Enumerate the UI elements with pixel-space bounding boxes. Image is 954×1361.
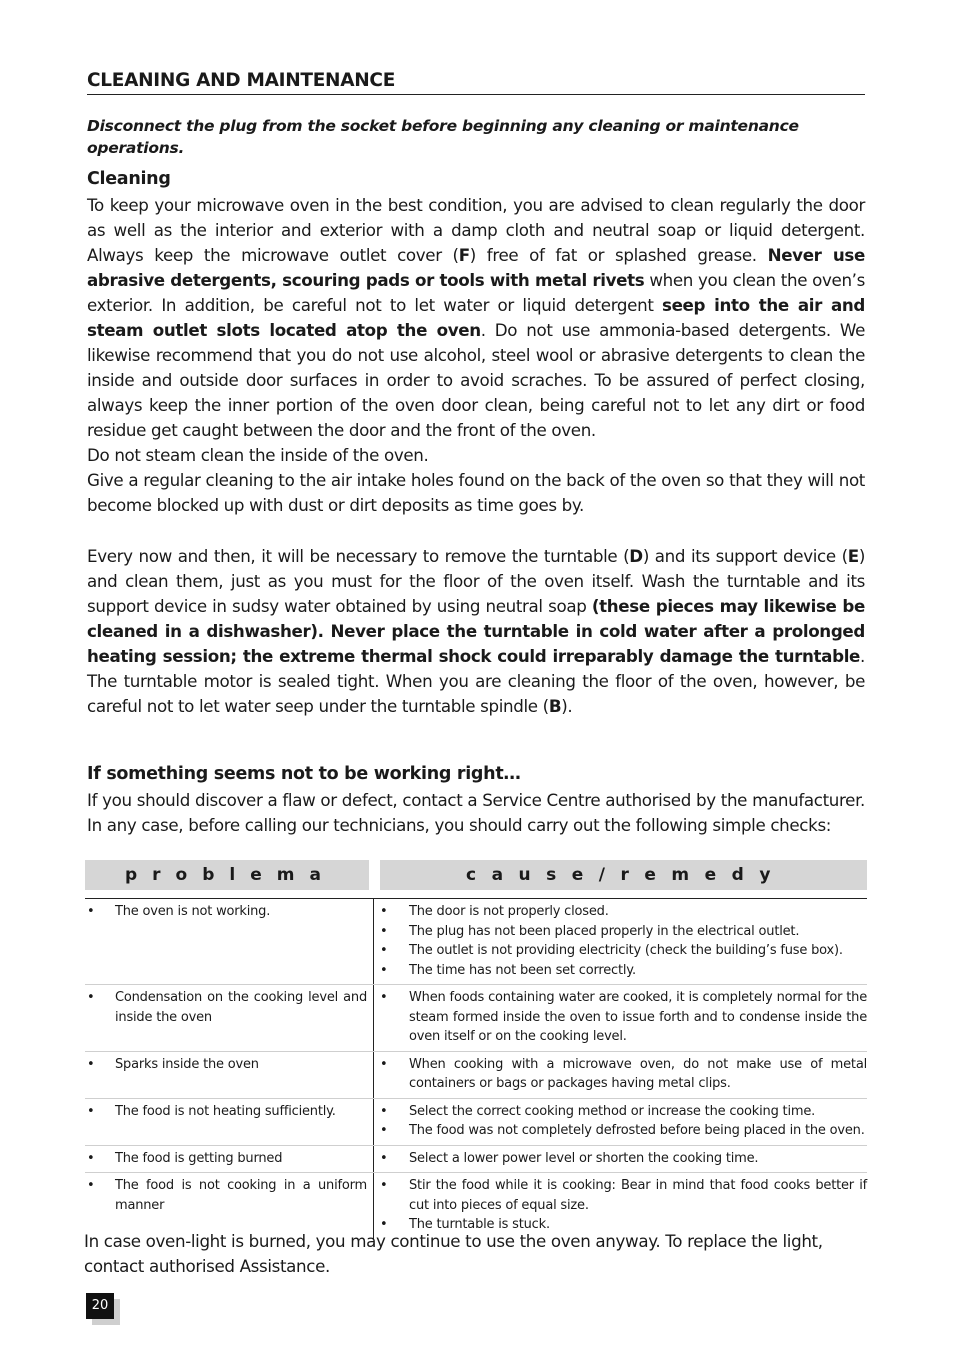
troubleshoot-heading: If something seems not to be working right… — [87, 764, 521, 784]
bullet-icon: • — [380, 962, 388, 978]
text-run: ) and clean them, just as you must for the floor of the oven itself. Wash the turntable and its support device in sudsy water obtained by using neutral soap — [87, 546, 865, 616]
item-text: Sparks inside the oven — [115, 1056, 259, 1072]
item-text: The food was not completely defrosted before being placed in the oven. — [409, 1123, 865, 1138]
bullet-icon: • — [87, 1150, 95, 1166]
text-run: Never use abrasive detergents, scouring pads or tools with metal rivets — [87, 245, 865, 290]
cause-remedy-cell — [374, 1052, 867, 1098]
text-run: when you clean the oven’s exterior. In addition, be careful not to let water or liquid detergent — [87, 270, 865, 315]
oven-light-note: In case oven-light is burned, you may continue to use the oven anyway. To replace the light, contact authorised Assistance. — [84, 1231, 823, 1276]
cause-remedy-cell — [374, 1099, 867, 1145]
item-text: Stir the food while it is cooking: Bear in mind that food cooks better if cut into pieces of equal size. — [409, 1178, 867, 1213]
list-item — [374, 902, 867, 922]
bullet-icon: • — [380, 1150, 388, 1166]
bullet-icon: • — [380, 990, 388, 1005]
list-item — [374, 1102, 867, 1122]
item-text: The food is not cooking in a uniform manner — [115, 1178, 367, 1213]
bullet-icon: • — [87, 904, 95, 919]
column-header-cause-remedy: cause/remedy — [380, 860, 867, 890]
item-text: When cooking with a microwave oven, do not make use of metal containers or bags or packages having metal clips. — [409, 1056, 867, 1091]
text-run: seep into the air and steam outlet slots located atop the oven — [87, 295, 865, 340]
table-row — [85, 1146, 867, 1174]
bullet-icon: • — [87, 1178, 95, 1193]
list-item — [85, 1055, 367, 1075]
bullet-icon: • — [87, 1103, 95, 1119]
item-text: Select the correct cooking method or increase the cooking time. — [409, 1103, 816, 1119]
problem-cell — [85, 1052, 374, 1098]
text-run: . Do not use ammonia-based detergents. We likewise recommend that you do not use alcohol, steel wool or abrasive detergents to clean the inside and outside door surfaces in order to avoid scraches. To be assured of perfect closing, always keep the inner portion of the oven door clean, being careful not to let any dirt or food residue get caught between the door and the front of the oven. — [87, 320, 865, 440]
table-row — [85, 985, 867, 1052]
list-item — [85, 1176, 367, 1215]
table-row — [85, 1099, 867, 1146]
bullet-icon: • — [87, 1056, 95, 1072]
table-row — [85, 1052, 867, 1099]
item-text: The oven is not working. — [115, 904, 271, 919]
list-item — [85, 1149, 367, 1169]
item-text: The door is not properly closed. — [409, 904, 609, 919]
item-text: Select a lower power level or shorten the cooking time. — [409, 1150, 759, 1166]
steam-clean-note: Do not steam clean the inside of the oven. — [87, 445, 429, 465]
problem-cell — [85, 899, 374, 984]
list-item — [374, 1121, 867, 1141]
list-item — [374, 961, 867, 981]
list-item — [374, 922, 867, 942]
list-item — [374, 1149, 867, 1169]
problem-cell — [85, 1099, 374, 1145]
column-header-problem: problema — [85, 860, 369, 890]
bullet-icon: • — [380, 923, 388, 939]
bullet-icon: • — [380, 943, 388, 958]
bullet-icon: • — [87, 990, 95, 1005]
item-text: The food is getting burned — [115, 1150, 283, 1166]
cleaning-paragraph-1-text — [87, 195, 865, 440]
list-item — [85, 988, 367, 1027]
text-run: F — [458, 245, 470, 265]
cause-remedy-cell — [374, 899, 867, 984]
bullet-icon: • — [380, 1123, 388, 1138]
text-run: ) and its support device ( — [642, 546, 848, 566]
item-text: The time has not been set correctly. — [409, 962, 636, 978]
list-item — [374, 1055, 867, 1094]
bullet-icon: • — [380, 1178, 388, 1193]
list-item — [374, 988, 867, 1047]
item-text: The food is not heating sufficiently. — [115, 1103, 336, 1119]
page-heading: CLEANING AND MAINTENANCE — [87, 69, 865, 95]
safety-warning: Disconnect the plug from the socket before beginning any cleaning or maintenance operations. — [87, 117, 799, 157]
list-item — [374, 1176, 867, 1215]
problem-cell — [85, 985, 374, 1051]
item-text: Condensation on the cooking level and inside the oven — [115, 990, 367, 1025]
cleaning-paragraph-2: Give a regular cleaning to the air intake holes found on the back of the oven so that they will not become blocked up with dust or dirt deposits as time goes by. — [87, 470, 865, 515]
cleaning-paragraph-1 — [87, 193, 865, 468]
text-run: ). — [561, 696, 573, 716]
text-run: To keep your microwave oven in the best condition, you are advised to clean regularly the door as well as the interior and exterior with a damp cloth and neutral soap or liquid detergent. Always keep the microwave outlet cover ( — [87, 195, 865, 265]
text-run: B — [548, 696, 562, 716]
list-item — [85, 1102, 367, 1122]
bullet-icon: • — [380, 1217, 388, 1232]
text-run: ) free of fat or splashed grease. — [469, 245, 768, 265]
text-run: E — [847, 546, 859, 566]
cause-remedy-cell — [374, 985, 867, 1051]
table-row — [85, 899, 867, 985]
troubleshooting-table — [85, 898, 867, 1239]
text-run: D — [629, 546, 643, 566]
text-run: . The turntable motor is sealed tight. When you are cleaning the floor of the oven, however, be careful not to let water seep under the turntable spindle ( — [87, 646, 865, 716]
problem-cell — [85, 1146, 374, 1173]
bullet-icon: • — [380, 1056, 388, 1072]
list-item — [374, 941, 867, 961]
cleaning-paragraph-3 — [87, 544, 865, 719]
list-item — [85, 902, 367, 922]
page-number: 20 — [86, 1293, 114, 1319]
bullet-icon: • — [380, 904, 388, 919]
bullet-icon: • — [380, 1103, 388, 1119]
item-text: The plug has not been placed properly in the electrical outlet. — [409, 923, 800, 939]
troubleshoot-intro: If you should discover a flaw or defect, contact a Service Centre authorised by the manufacturer. In any case, before calling our technicians, you should carry out the following simple checks: — [87, 790, 865, 835]
item-text: When foods containing water are cooked, it is completely normal for the steam formed inside the oven to issue forth and to condense inside the oven itself or on the cooking level. — [409, 990, 867, 1044]
text-run: (these pieces may likewise be cleaned in a dishwasher). Never place the turntable in cold water after a prolonged heating session; the extreme thermal shock could irreparably damage the turntable — [87, 596, 865, 666]
item-text: The outlet is not providing electricity (check the building’s fuse box). — [409, 943, 843, 958]
text-run: Every now and then, it will be necessary to remove the turntable ( — [87, 546, 630, 566]
cleaning-heading: Cleaning — [87, 169, 171, 189]
cause-remedy-cell — [374, 1146, 867, 1173]
item-text: The turntable is stuck. — [409, 1217, 550, 1232]
